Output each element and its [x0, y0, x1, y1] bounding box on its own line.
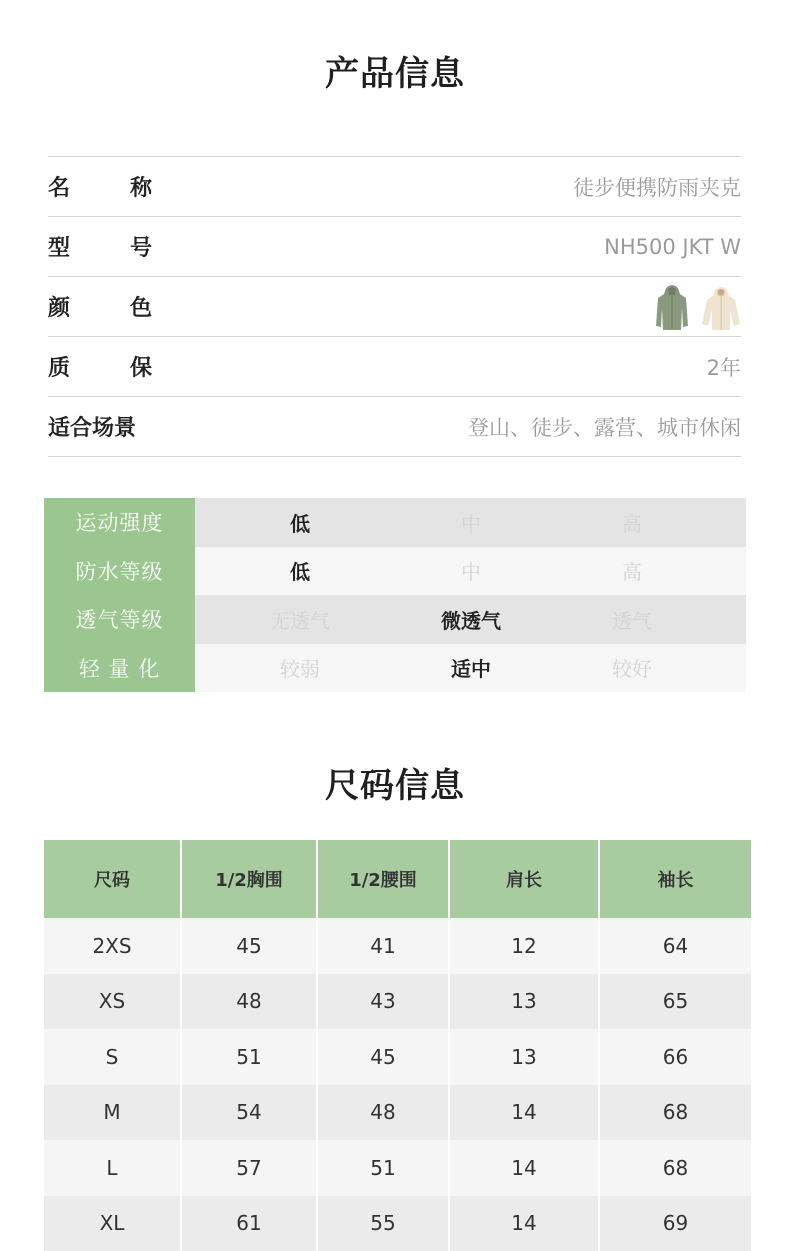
size-header-cell: 肩长 — [450, 840, 600, 918]
color-swatches — [655, 282, 741, 332]
size-cell: 64 — [600, 918, 751, 974]
size-cell: 65 — [600, 974, 751, 1030]
size-table-header — [44, 840, 751, 918]
label-char: 称 — [130, 171, 152, 202]
info-label-name — [48, 171, 208, 202]
info-row-warranty — [48, 337, 741, 397]
label-char: 名 — [48, 171, 70, 202]
info-label-color — [48, 291, 208, 322]
size-header-cell: 1/2腰围 — [318, 840, 450, 918]
size-cell: XL — [44, 1196, 182, 1251]
size-cell: 54 — [182, 1085, 318, 1141]
rating-row — [44, 547, 746, 596]
rating-level-cell: 较好 — [572, 653, 692, 682]
size-cell: 66 — [600, 1029, 751, 1085]
info-row-model — [48, 217, 741, 277]
size-cell: M — [44, 1085, 182, 1141]
size-cell: 14 — [450, 1085, 600, 1141]
size-cell: 51 — [182, 1029, 318, 1085]
size-header-cell: 尺码 — [44, 840, 182, 918]
size-row — [44, 918, 751, 974]
size-cell: 45 — [318, 1029, 450, 1085]
rating-row-label: 透气等级 — [44, 604, 195, 634]
info-row-name — [48, 157, 741, 217]
size-cell: 51 — [318, 1140, 450, 1196]
label-char: 型 — [48, 231, 70, 262]
cream-jacket-swatch[interactable] — [701, 284, 741, 332]
rating-row — [44, 644, 746, 693]
size-cell: 14 — [450, 1196, 600, 1251]
size-cell: 43 — [318, 974, 450, 1030]
size-header-cell: 1/2胸围 — [182, 840, 318, 918]
size-cell: 57 — [182, 1140, 318, 1196]
label-char: 保 — [130, 351, 152, 382]
size-cell: 68 — [600, 1085, 751, 1141]
info-value-warranty: 2年 — [707, 352, 741, 382]
size-cell: 55 — [318, 1196, 450, 1251]
rating-level-cell: 低 — [240, 508, 360, 537]
rating-level-cell: 较弱 — [240, 653, 360, 682]
rating-row-label: 运动强度 — [44, 507, 195, 537]
rating-level-cell: 无透气 — [240, 605, 360, 634]
info-row-scene — [48, 397, 741, 457]
sage-green-jacket-swatch[interactable] — [655, 282, 689, 332]
size-cell: 69 — [600, 1196, 751, 1251]
product-info-title: 产品信息 — [0, 46, 790, 95]
size-table — [44, 840, 751, 1251]
rating-row-cells — [195, 595, 746, 644]
size-info-title: 尺码信息 — [0, 758, 790, 807]
label-char: 号 — [130, 231, 152, 262]
rating-level-cell: 高 — [572, 556, 692, 585]
info-label-model — [48, 231, 208, 262]
size-row — [44, 1085, 751, 1141]
size-cell: S — [44, 1029, 182, 1085]
info-label-warranty — [48, 351, 208, 382]
size-cell: L — [44, 1140, 182, 1196]
size-cell: 2XS — [44, 918, 182, 974]
label-char: 色 — [130, 291, 152, 322]
size-cell: 12 — [450, 918, 600, 974]
size-cell: 14 — [450, 1140, 600, 1196]
info-value-model: NH500 JKT W — [604, 235, 741, 259]
rating-grid — [44, 498, 746, 692]
size-cell: 61 — [182, 1196, 318, 1251]
size-row — [44, 1196, 751, 1251]
size-header-cell: 袖长 — [600, 840, 751, 918]
rating-level-cell: 微透气 — [411, 605, 531, 634]
rating-row-cells — [195, 498, 746, 547]
info-value-scene: 登山、徒步、露营、城市休闲 — [468, 412, 741, 442]
rating-level-cell: 低 — [240, 556, 360, 585]
size-row — [44, 1029, 751, 1085]
rating-row — [44, 595, 746, 644]
size-cell: XS — [44, 974, 182, 1030]
size-cell: 68 — [600, 1140, 751, 1196]
rating-row — [44, 498, 746, 547]
rating-level-cell: 适中 — [411, 653, 531, 682]
product-info-table — [48, 156, 741, 457]
size-cell: 48 — [182, 974, 318, 1030]
label-char: 质 — [48, 351, 70, 382]
rating-row-cells — [195, 644, 746, 693]
info-row-color — [48, 277, 741, 337]
size-row — [44, 1140, 751, 1196]
size-cell: 45 — [182, 918, 318, 974]
size-cell: 48 — [318, 1085, 450, 1141]
size-cell: 41 — [318, 918, 450, 974]
rating-row-cells — [195, 547, 746, 596]
label-char: 颜 — [48, 291, 70, 322]
info-label-scene: 适合场景 — [48, 411, 208, 442]
info-value-name: 徒步便携防雨夹克 — [573, 172, 741, 202]
size-cell: 13 — [450, 1029, 600, 1085]
rating-level-cell: 透气 — [572, 605, 692, 634]
rating-level-cell: 中 — [411, 556, 531, 585]
size-row — [44, 974, 751, 1030]
rating-row-label: 防水等级 — [44, 556, 195, 586]
rating-row-label: 轻 量 化 — [44, 653, 195, 683]
rating-level-cell: 中 — [411, 508, 531, 537]
rating-level-cell: 高 — [572, 508, 692, 537]
size-cell: 13 — [450, 974, 600, 1030]
